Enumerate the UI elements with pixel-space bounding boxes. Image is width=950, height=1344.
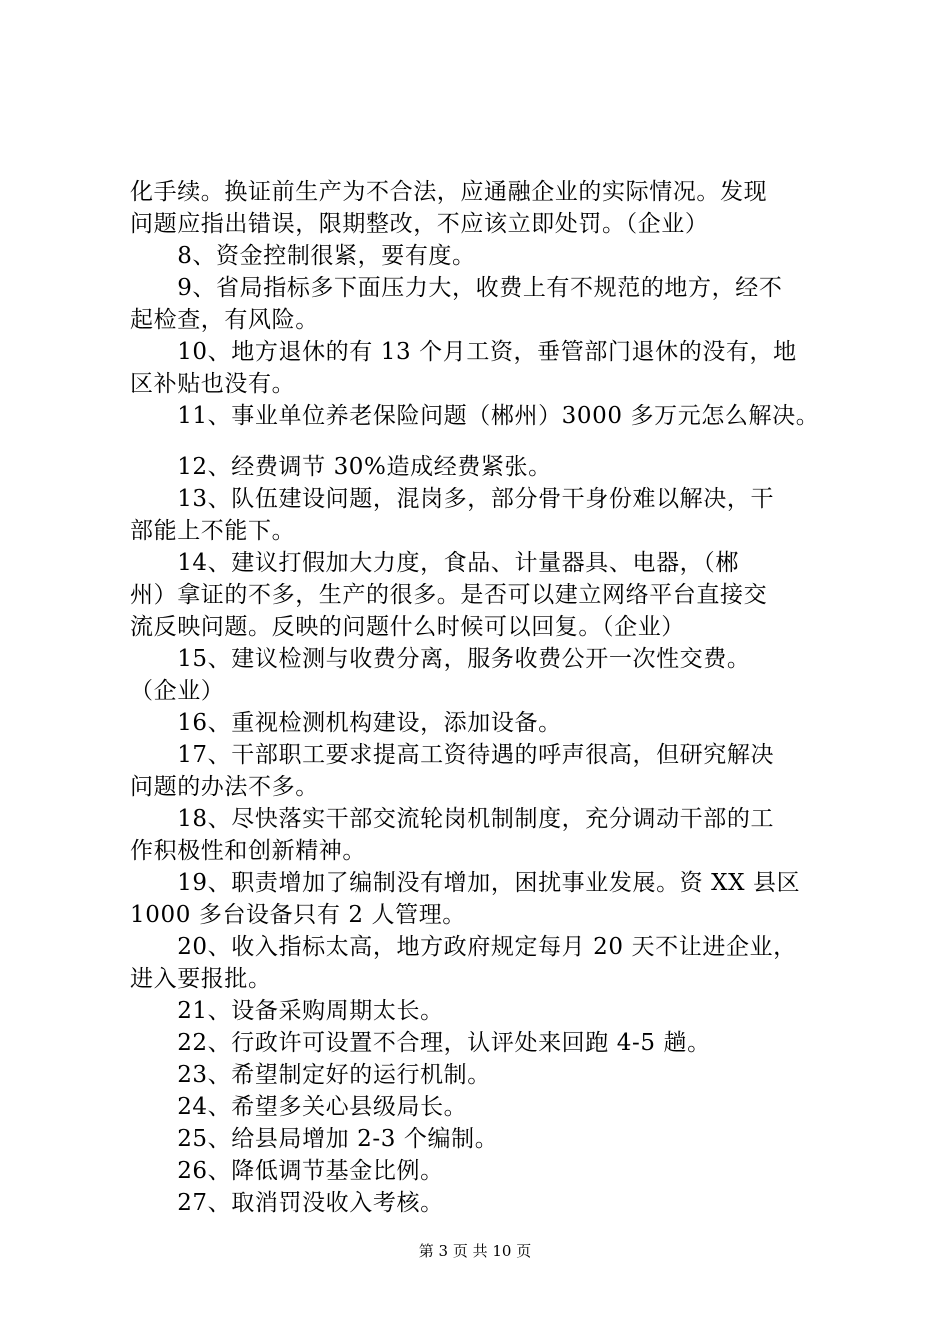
text-line: 化手续。换证前生产为不合法，应通融企业的实际情况。发现: [130, 179, 768, 205]
text-line: 问题的办法不多。: [130, 774, 319, 800]
text-line: 24、希望多关心县级局长。: [130, 1094, 468, 1120]
text-line: 8、资金控制很紧，要有度。: [130, 243, 476, 269]
text-line: 进入要报批。: [130, 966, 272, 992]
text-line: 25、给县局增加 2-3 个编制。: [130, 1126, 499, 1152]
text-line: 22、行政许可设置不合理，认评处来回跑 4-5 趟。: [130, 1030, 711, 1056]
text-line: 14、建议打假加大力度，食品、计量器具、电器，（郴: [130, 550, 739, 576]
text-line: 26、降低调节基金比例。: [130, 1158, 444, 1184]
text-line: 10、地方退休的有 13 个月工资，垂管部门退休的没有，地: [130, 339, 797, 365]
text-line: 问题应指出错误，限期整改，不应该立即处罚。（企业）: [130, 211, 709, 237]
text-line: 23、希望制定好的运行机制。: [130, 1062, 491, 1088]
text-line: 12、经费调节 30%造成经费紧张。: [130, 454, 552, 480]
text-line: 1000 多台设备只有 2 人管理。: [130, 902, 466, 928]
text-line: 13、队伍建设问题，混岗多，部分骨干身份难以解决，干: [130, 486, 775, 512]
text-line: 区补贴也没有。: [130, 371, 296, 397]
text-line: 15、建议检测与收费分离，服务收费公开一次性交费。: [130, 646, 751, 672]
text-line: 27、取消罚没收入考核。: [130, 1190, 444, 1216]
text-line: 18、尽快落实干部交流轮岗机制制度，充分调动干部的工: [130, 806, 775, 832]
text-line: 作积极性和创新精神。: [130, 838, 366, 864]
text-line: 20、收入指标太高，地方政府规定每月 20 天不让进企业，: [130, 934, 797, 960]
text-line: 起检查，有风险。: [130, 307, 319, 333]
text-line: 16、重视检测机构建设，添加设备。: [130, 710, 562, 736]
page-footer: 第 3 页 共 10 页: [418, 1242, 532, 1260]
text-line: 9、省局指标多下面压力大，收费上有不规范的地方，经不: [130, 275, 783, 301]
text-line: 19、职责增加了编制没有增加，困扰事业发展。资 XX 县区: [130, 870, 801, 896]
text-line: 11、事业单位养老保险问题（郴州）3000 多万元怎么解决。: [130, 403, 820, 429]
text-line: 21、设备采购周期太长。: [130, 998, 444, 1024]
text-line: 州）拿证的不多，生产的很多。是否可以建立网络平台直接交: [130, 582, 768, 608]
text-line: 部能上不能下。: [130, 518, 296, 544]
text-line: 流反映问题。反映的问题什么时候可以回复。（企业）: [130, 614, 685, 640]
text-line: 17、干部职工要求提高工资待遇的呼声很高，但研究解决: [130, 742, 775, 768]
text-line: （企业）: [130, 678, 225, 704]
